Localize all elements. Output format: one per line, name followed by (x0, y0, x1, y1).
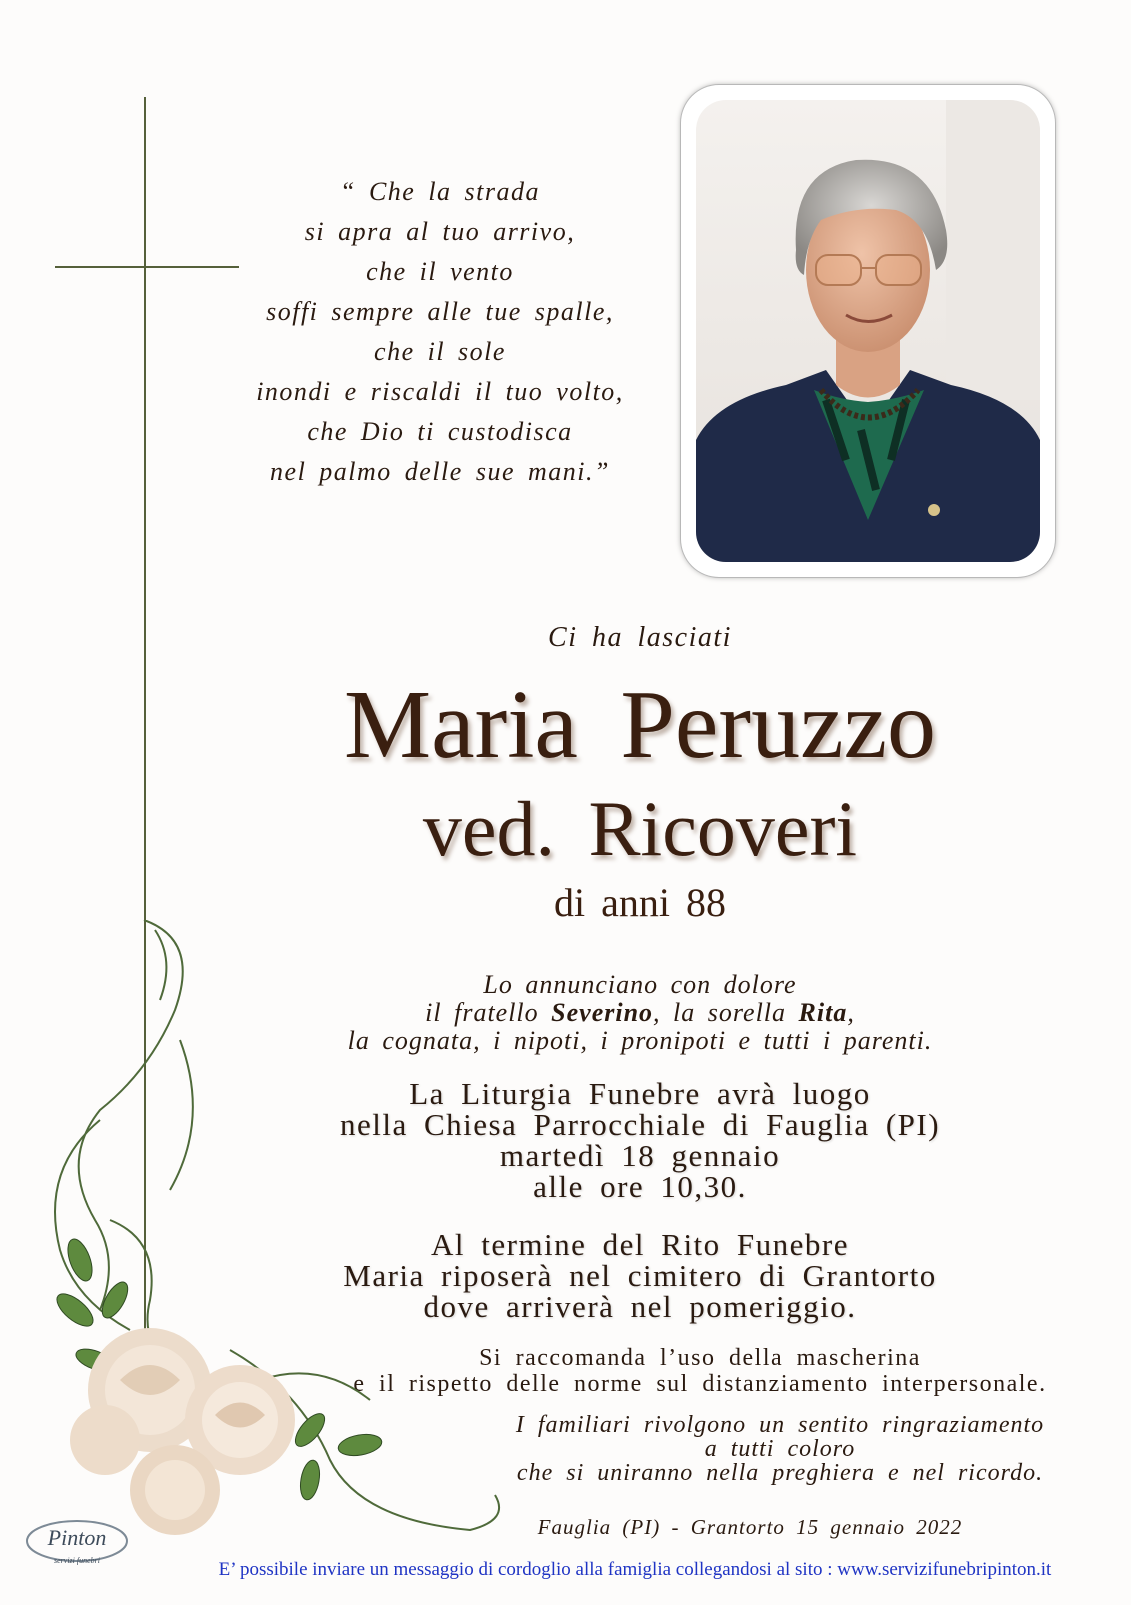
mask-line: e il rispetto delle norme sul distanziamento interpersonale. (353, 1371, 1047, 1397)
quote-line: si apra al tuo arrivo, (304, 217, 576, 246)
quote-line: che Dio ti custodisca (307, 417, 573, 446)
married-name: ved. Ricoveri (422, 785, 858, 872)
footer-condolence-link[interactable]: E’ possibile inviare un messaggio di cordoglio alla famiglia collegandosi al sito : www.servizifunebripinton.it (218, 1559, 1052, 1580)
thanks-line: a tutti coloro (704, 1436, 856, 1462)
rose-decoration (0, 920, 560, 1600)
brother-name: Severino (551, 998, 654, 1027)
quote-line: che il sole (374, 337, 506, 366)
pinton-logo (22, 1515, 132, 1570)
liturgy-line: martedì 18 gennaio (499, 1138, 781, 1173)
burial-line: dove arriverà nel pomeriggio. (423, 1289, 857, 1324)
quote-line: che il vento (366, 257, 514, 286)
liturgy-line: nella Chiesa Parrocchiale di Fauglia (PI) (339, 1107, 941, 1142)
burial-line: Maria riposerà nel cimitero di Grantorto (343, 1258, 937, 1293)
portrait-photo (696, 100, 1040, 562)
text-fragment: , la sorella (653, 998, 799, 1027)
deceased-name: Maria Peruzzo (343, 671, 937, 779)
thanks-line: I familiari rivolgono un sentito ringraziamento (515, 1412, 1045, 1438)
liturgy-line: alle ore 10,30. (533, 1169, 747, 1204)
svg-text:Pinton: Pinton (47, 1525, 107, 1550)
sister-name: Rita (798, 998, 848, 1027)
intro-text: Ci ha lasciati (548, 622, 732, 653)
quote-line: inondi e riscaldi il tuo volto, (256, 377, 624, 406)
svg-text:servizi funebri: servizi funebri (54, 1556, 100, 1565)
burial-line: Al termine del Rito Funebre (430, 1227, 850, 1262)
mask-line: Si raccomanda l’uso della mascherina (479, 1345, 921, 1371)
thanks-line: che si uniranno nella preghiera e nel ricordo. (516, 1460, 1044, 1486)
deceased-age: di anni 88 (554, 880, 726, 925)
text-fragment: il fratello (425, 998, 552, 1027)
announcement-line: la cognata, i nipoti, i pronipoti e tutti i parenti. (347, 1026, 933, 1055)
announcement-line: Lo annunciano con dolore (483, 970, 797, 999)
quote-line: “ Che la strada (339, 177, 541, 206)
text-fragment: , (847, 998, 855, 1027)
quote-line: nel palmo delle sue mani.” (270, 457, 610, 486)
liturgy-line: La Liturgia Funebre avrà luogo (409, 1076, 871, 1111)
thanks-note (470, 1413, 1090, 1485)
quote-poem (200, 172, 680, 492)
quote-line: soffi sempre alle tue spalle, (266, 297, 614, 326)
place-date: Fauglia (PI) - Grantorto 15 gennaio 2022 (537, 1515, 963, 1539)
